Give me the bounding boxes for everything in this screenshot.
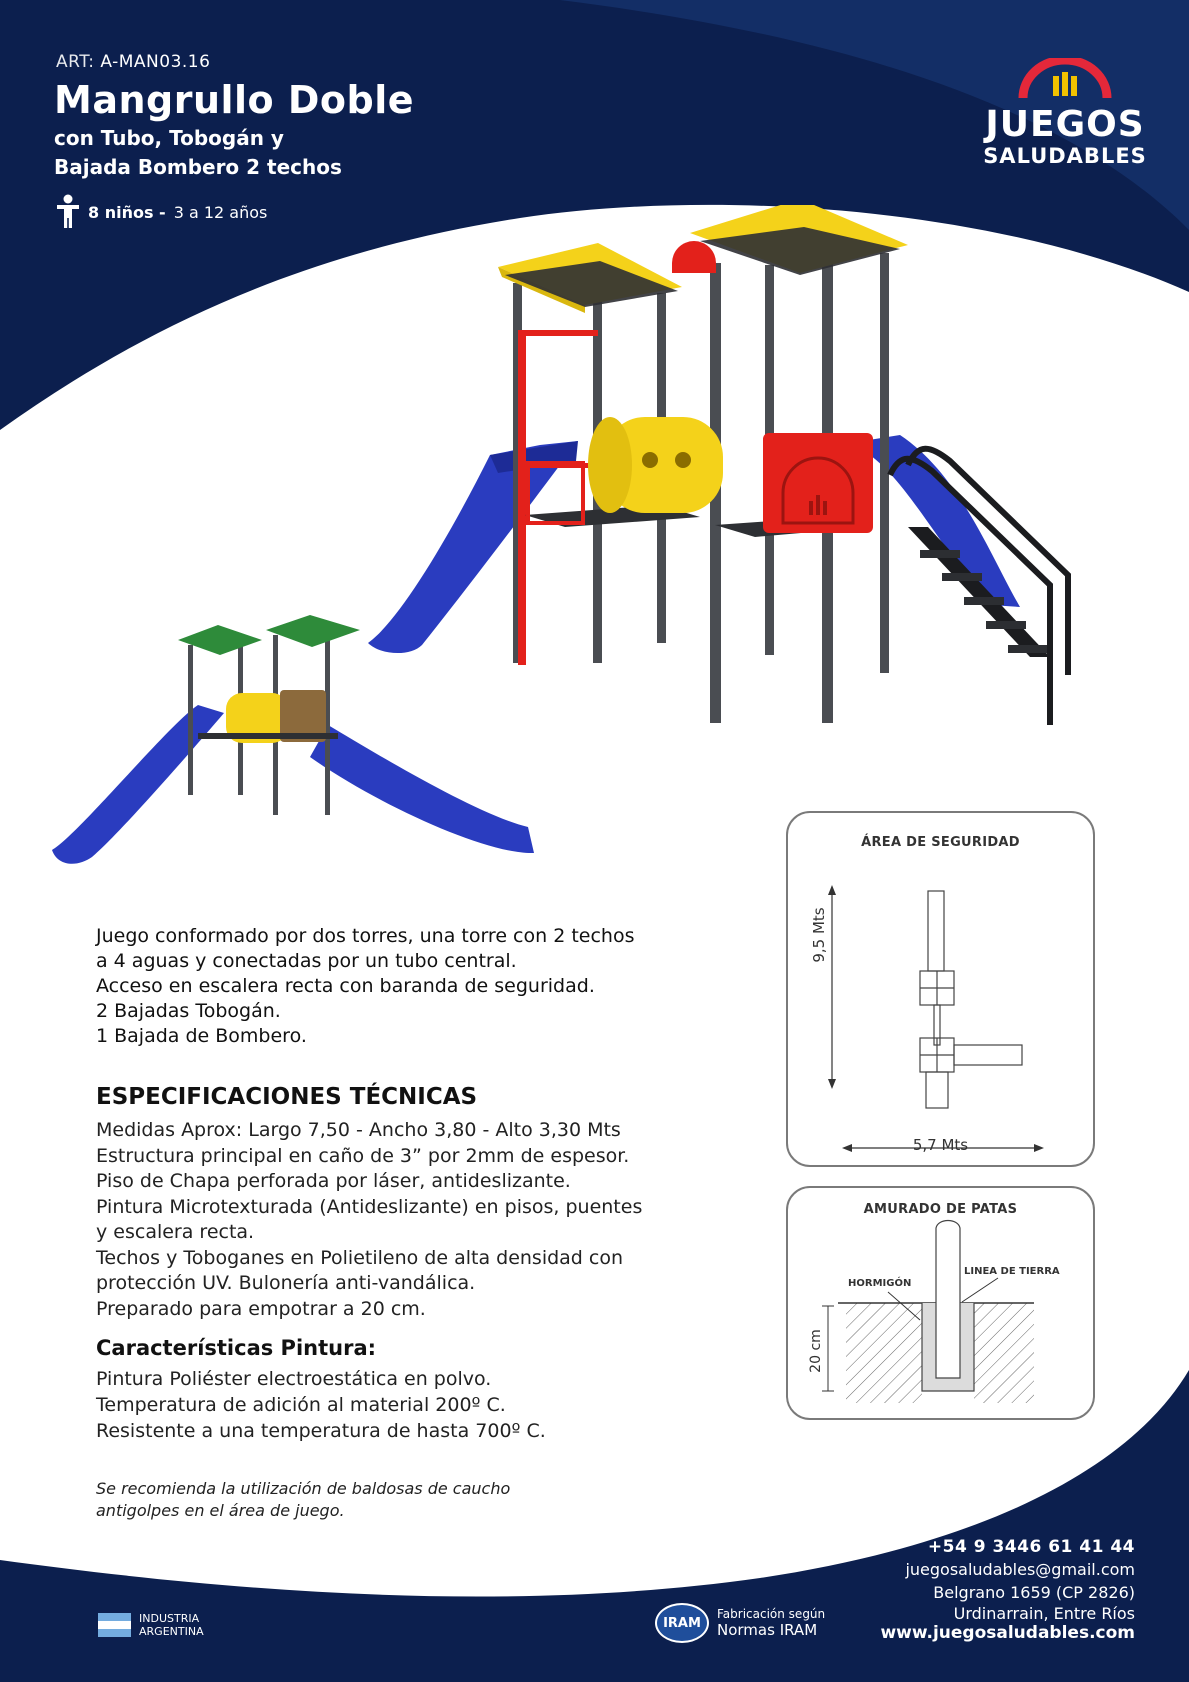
brand-name-line1: JUEGOS (985, 104, 1145, 145)
contact-phone[interactable]: +54 9 3446 61 41 44 (927, 1537, 1135, 1557)
ground-line-label: LINEA DE TIERRA (964, 1266, 1060, 1277)
article-label: ART: (56, 52, 95, 72)
brand-logo (975, 58, 1155, 168)
contact-address-line1: Belgrano 1659 (CP 2826) (933, 1583, 1135, 1602)
safety-width-text: 5,7 Mts (912, 1136, 969, 1154)
recommendation-note (96, 1478, 510, 1522)
contact-email[interactable]: juegosaludables@gmail.com (905, 1560, 1135, 1579)
contact-address-line2: Urdinarrain, Entre Ríos (953, 1604, 1135, 1623)
safety-height-label: 9,5 Mts (810, 907, 828, 963)
industria-line1: INDUSTRIA (139, 1612, 200, 1625)
industria-argentina-badge (98, 1612, 204, 1638)
capacity-info (56, 194, 267, 230)
safety-area-panel (786, 811, 1095, 1167)
contact-website[interactable]: www.juegosaludables.com (880, 1623, 1135, 1643)
depth-label: 20 cm (808, 1329, 824, 1373)
paint-list (96, 1366, 546, 1444)
product-description (96, 924, 656, 1049)
paint-line: Temperatura de adición al material 200º C. (96, 1394, 506, 1416)
article-number: A-MAN03.16 (100, 52, 211, 72)
foundation-title: AMURADO DE PATAS (863, 1202, 1018, 1217)
paint-line: Pintura Poliéster electroestática en polvo. (96, 1368, 492, 1390)
foundation-panel (786, 1186, 1095, 1420)
description-line: 1 Bajada de Bombero. (96, 1025, 307, 1047)
article-code (56, 52, 210, 72)
product-title: Mangrullo Doble (54, 78, 415, 122)
spec-line: Preparado para empotrar a 20 cm. (96, 1297, 426, 1320)
safety-width-label (788, 1136, 1093, 1154)
description-line: Acceso en escalera recta con baranda de seguridad. (96, 975, 595, 997)
description-line: 2 Bajadas Tobogán. (96, 1000, 281, 1022)
spec-line: y escalera recta. (96, 1221, 255, 1243)
iram-badge (655, 1603, 825, 1643)
kids-count: 8 niños - (88, 202, 166, 222)
age-range: 3 a 12 años (173, 202, 268, 222)
argentina-flag-icon (98, 1613, 131, 1637)
spec-line: protección UV. Bulonería anti-vandálica. (96, 1272, 476, 1294)
foundation-diagram (788, 1188, 1093, 1418)
spec-line: Medidas Aprox: Largo 7,50 - Ancho 3,80 - Alto 3,30 Mts (96, 1119, 621, 1141)
description-line: Juego conformado por dos torres, una torre con 2 techos (96, 925, 635, 947)
brand-arc-icon (1015, 58, 1115, 100)
spec-line: Piso de Chapa perforada por láser, antideslizante. (96, 1170, 571, 1192)
safety-area-diagram (788, 813, 1093, 1165)
specs-list (96, 1118, 676, 1322)
brand-name-line2: SALUDABLES (983, 144, 1147, 168)
industria-line2: ARGENTINA (139, 1625, 204, 1638)
paint-heading: Características Pintura: (96, 1336, 377, 1360)
iram-line1: Fabricación según (717, 1607, 826, 1621)
paint-line: Resistente a una temperatura de hasta 700º C. (96, 1420, 546, 1442)
iram-line2: Normas IRAM (717, 1621, 818, 1639)
child-icon (56, 194, 80, 230)
note-line: Se recomienda la utilización de baldosas de caucho (96, 1479, 511, 1498)
description-line: a 4 aguas y conectadas por un tubo central. (96, 950, 517, 972)
specs-heading: ESPECIFICACIONES TÉCNICAS (96, 1084, 478, 1110)
safety-area-title: ÁREA DE SEGURIDAD (861, 835, 1020, 850)
iram-logo-text: IRAM (663, 1615, 701, 1631)
spec-line: Estructura principal en caño de 3” por 2mm de espesor. (96, 1144, 630, 1167)
iram-logo-icon (655, 1603, 709, 1643)
product-subtitle-line1: con Tubo, Tobogán y (54, 126, 284, 150)
concrete-label: HORMIGÓN (848, 1278, 912, 1289)
playground-render-small (48, 615, 538, 870)
spec-line: Techos y Toboganes en Polietileno de alta densidad con (96, 1246, 624, 1269)
note-line: antigolpes en el área de juego. (96, 1501, 345, 1520)
spec-line: Pintura Microtexturada (Antideslizante) en pisos, puentes (96, 1195, 643, 1218)
product-subtitle-line2: Bajada Bombero 2 techos (54, 155, 342, 179)
